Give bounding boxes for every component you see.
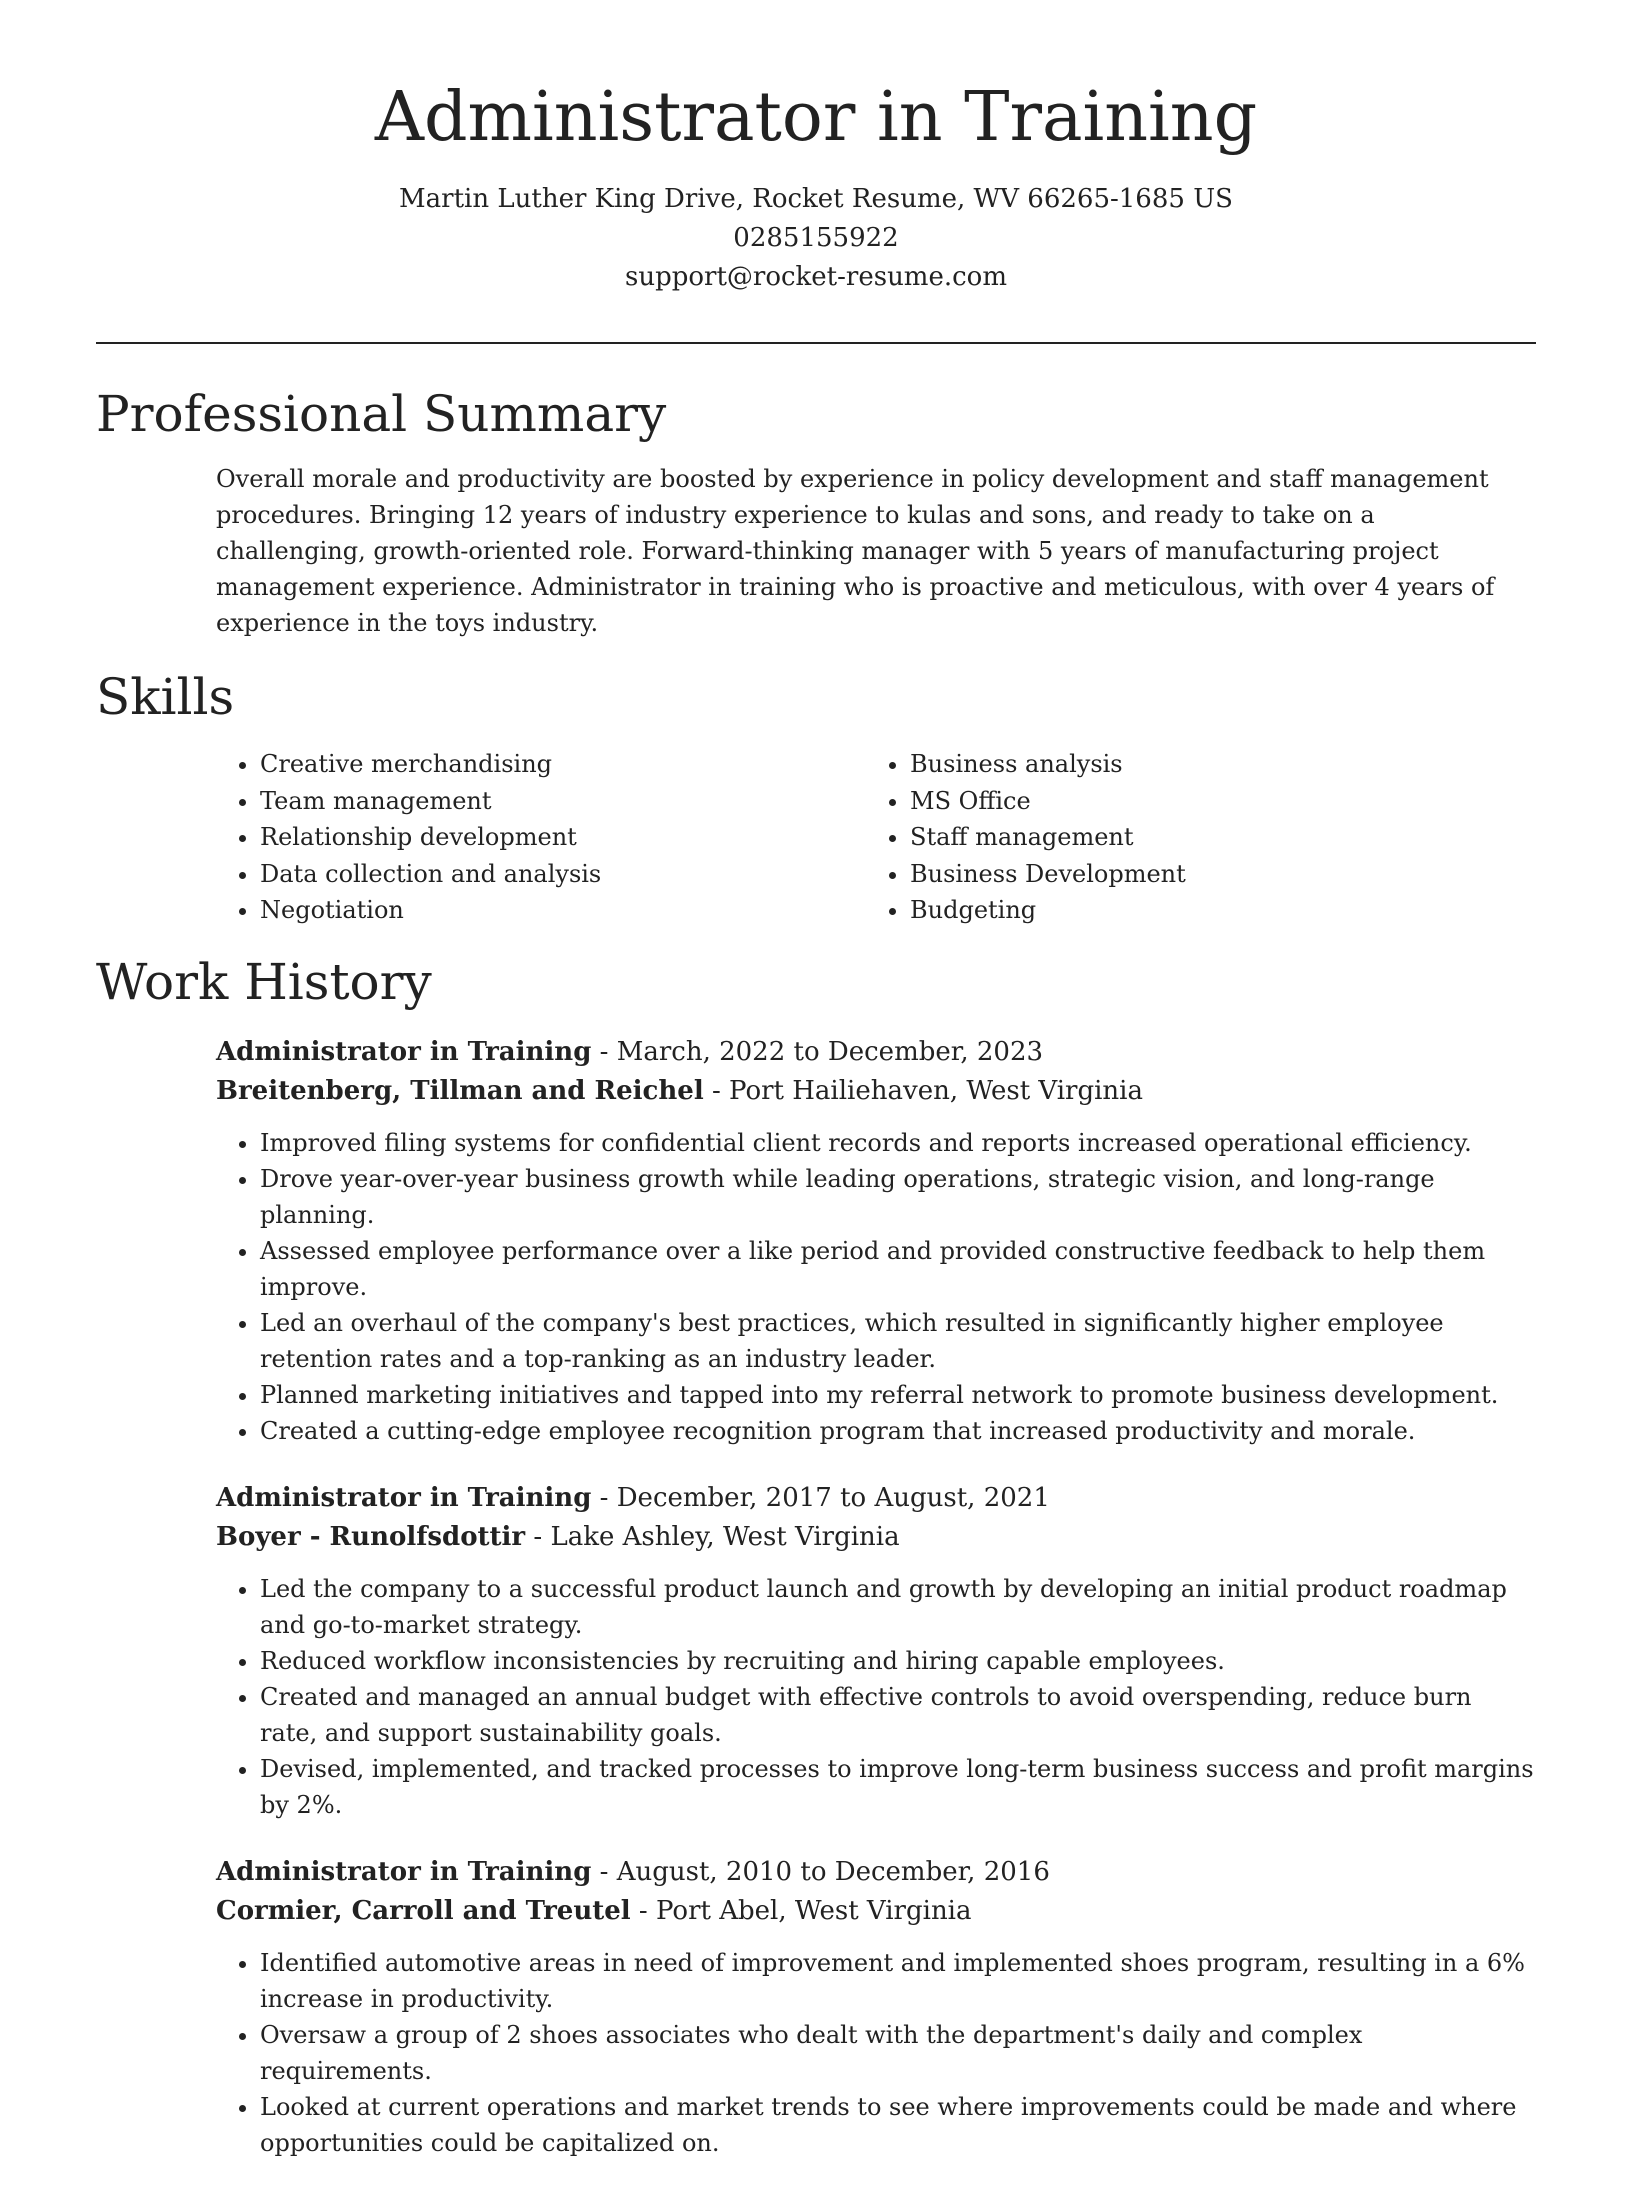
job-entry: [216, 1033, 1536, 1449]
skills-column-left: [216, 746, 866, 929]
job-dates: - March, 2022 to December, 2023: [591, 1037, 1044, 1067]
job-company: Cormier, Carroll and Treutel: [216, 1896, 631, 1926]
job-bullets: [216, 1571, 1536, 1823]
summary-heading: Professional Summary: [96, 385, 667, 443]
job-company-line: [216, 1518, 1536, 1557]
job-bullet: • Looked at current operations and market trends to see where improvements could be made and where opportunities could be capitalized on.: [260, 2089, 1536, 2161]
job-company: Boyer - Runolfsdottir: [216, 1522, 526, 1552]
skills-column-right: [866, 746, 1516, 929]
skill-item: • Business analysis: [910, 746, 1516, 783]
contact-email: support@rocket-resume.com: [624, 262, 1007, 292]
job-bullet: • Oversaw a group of 2 shoes associates who dealt with the department's daily and complex requirements.: [260, 2017, 1536, 2089]
job-dates: - December, 2017 to August, 2021: [591, 1483, 1050, 1513]
job-title-line: [216, 1853, 1536, 1892]
job-company-line: [216, 1892, 1536, 1931]
contact-info: [0, 180, 1632, 297]
skill-item: • Negotiation: [260, 892, 866, 929]
job-company: Breitenberg, Tillman and Reichel: [216, 1076, 704, 1106]
job-company-line: [216, 1072, 1536, 1111]
resume-name: Administrator in Training: [374, 78, 1258, 157]
job-location: - Lake Ashley, West Virginia: [525, 1522, 900, 1552]
job-entry: [216, 1853, 1536, 2161]
job-bullet: • Led an overhaul of the company's best practices, which resulted in significantly higher employee retention rates and a top-ranking as an industry leader.: [260, 1305, 1536, 1377]
job-bullet: • Created a cutting-edge employee recognition program that increased productivity and morale.: [260, 1413, 1536, 1449]
work-history-list: [216, 1033, 1536, 2191]
job-bullet: • Led the company to a successful product launch and growth by developing an initial product roadmap and go-to-market strategy.: [260, 1571, 1536, 1643]
skill-item: • Data collection and analysis: [260, 856, 866, 893]
job-title-line: [216, 1033, 1536, 1072]
contact-phone: 0285155922: [733, 223, 899, 253]
job-dates: - August, 2010 to December, 2016: [591, 1857, 1050, 1887]
skill-item: • Staff management: [910, 819, 1516, 856]
job-bullet: • Identified automotive areas in need of improvement and implemented shoes program, resulting in a 6% increase in productivity.: [260, 1945, 1536, 2017]
job-location: - Port Abel, West Virginia: [630, 1896, 972, 1926]
skill-item: • Relationship development: [260, 819, 866, 856]
job-bullets: [216, 1945, 1536, 2161]
job-bullet: • Created and managed an annual budget with effective controls to avoid overspending, reduce burn rate, and support sustainability goals.: [260, 1679, 1536, 1751]
job-title: Administrator in Training: [216, 1037, 592, 1067]
work-history-heading: Work History: [96, 953, 432, 1011]
skill-item: • Business Development: [910, 856, 1516, 893]
job-entry: [216, 1479, 1536, 1823]
job-bullet: • Reduced workflow inconsistencies by recruiting and hiring capable employees.: [260, 1643, 1536, 1679]
job-bullet: • Devised, implemented, and tracked processes to improve long-term business success and profit margins by 2%.: [260, 1751, 1536, 1823]
job-bullet: • Assessed employee performance over a like period and provided constructive feedback to help them improve.: [260, 1233, 1536, 1305]
job-bullet: • Drove year-over-year business growth while leading operations, strategic vision, and long-range planning.: [260, 1161, 1536, 1233]
resume-header: [0, 0, 1632, 297]
contact-address: Martin Luther King Drive, Rocket Resume, WV 66265-1685 US: [399, 184, 1233, 214]
skills-heading: Skills: [96, 668, 235, 726]
job-bullets: [216, 1125, 1536, 1449]
summary-text: Overall morale and productivity are boosted by experience in policy development and staff management procedures. Bringing 12 years of industry experience to kulas and sons, and ready to take on a challenging, growth-oriented role. Forward-thinking manager with 5 years of manufacturing project management experience. Administrator in training who is proactive and meticulous, with over 4 years of experience in the toys industry.: [216, 465, 1495, 637]
skill-item: • MS Office: [910, 783, 1516, 820]
skills-list: [216, 746, 1536, 929]
header-divider: [96, 342, 1536, 344]
job-title: Administrator in Training: [216, 1483, 592, 1513]
job-title-line: [216, 1479, 1536, 1518]
skill-item: • Creative merchandising: [260, 746, 866, 783]
skill-item: • Budgeting: [910, 892, 1516, 929]
job-title: Administrator in Training: [216, 1857, 592, 1887]
job-bullet: • Improved filing systems for confidential client records and reports increased operational efficiency.: [260, 1125, 1536, 1161]
job-location: - Port Hailiehaven, West Virginia: [703, 1076, 1143, 1106]
job-bullet: • Planned marketing initiatives and tapped into my referral network to promote business development.: [260, 1377, 1536, 1413]
skill-item: • Team management: [260, 783, 866, 820]
